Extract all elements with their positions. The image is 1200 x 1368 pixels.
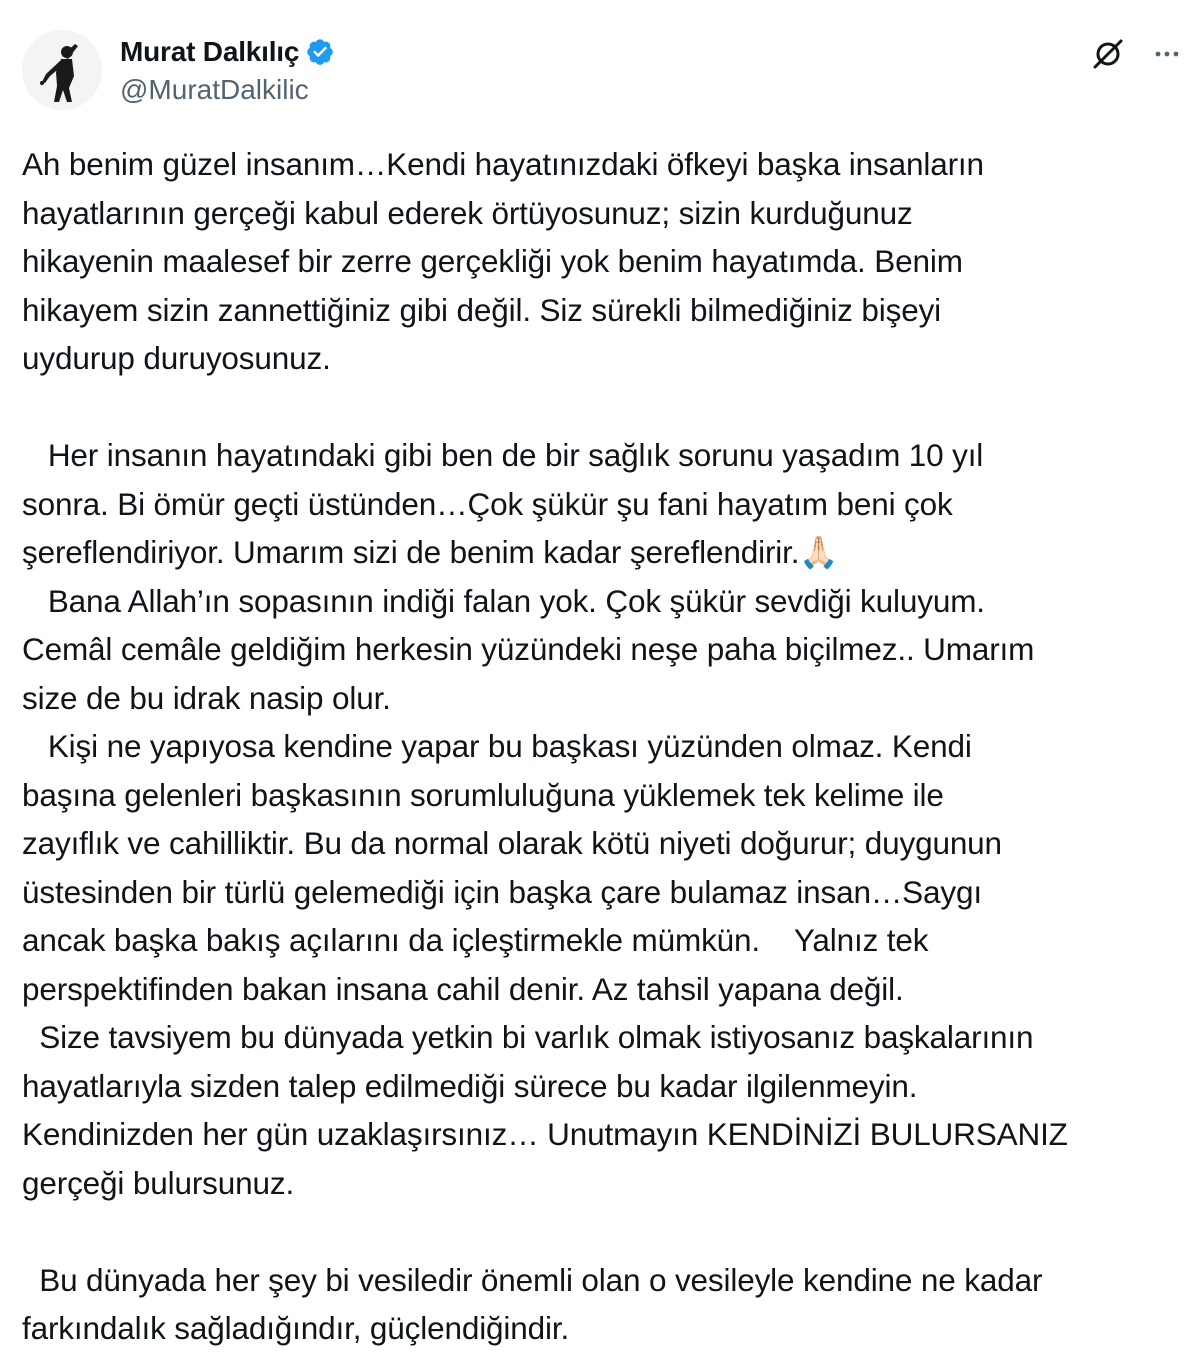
tweet-text (22, 140, 1182, 1353)
avatar-image (22, 30, 102, 110)
tweet-line: zayıflık ve cahilliktir. Bu da normal olarak kötü niyeti doğurur; duygunun (22, 825, 1002, 861)
tweet-line: sonra. Bi ömür geçti üstünden…Çok şükür şu fani hayatım beni çok (22, 485, 953, 522)
user-handle[interactable]: @MuratDalkilic (120, 74, 309, 105)
tweet-line: Cemâl cemâle geldiğim herkesin yüzündeki neşe paha biçilmez.. Umarım (22, 631, 1035, 667)
tweet-line: Ah benim güzel insanım…Kendi hayatınızdaki öfkeyi başka insanların (22, 146, 984, 182)
tweet-line: hikayenin maalesef bir zerre gerçekliği yok benim hayatımda. Benim (22, 243, 963, 279)
tweet-line: başına gelenleri başkasının sorumluluğuna yüklemek tek kelime ile (22, 776, 944, 813)
tweet-line: farkındalık sağladığındır, güçlendiğindir. (22, 1310, 570, 1346)
tweet-line: hikayem sizin zannettiğiniz gibi değil. Siz sürekli bilmediğiniz bişeyi (22, 291, 942, 328)
tweet-line: gerçeği bulursunuz. (22, 1164, 295, 1201)
name-row (120, 34, 335, 70)
tweet-line: size de bu idrak nasip olur. (22, 679, 391, 716)
tweet-line: şereflendiriyor. Umarım sizi de benim kadar şereflendirir.🙏🏻 (22, 534, 839, 570)
tweet-line-blank (22, 383, 1182, 432)
tweet-line: üstesinden bir türlü gelemediği için başka çare bulamaz insan…Saygı (22, 873, 982, 910)
tweet-line: Bu dünyada her şey bi vesiledir önemli olan o vesileyle kendine ne kadar (22, 1261, 1043, 1298)
display-name[interactable]: Murat Dalkılıç (120, 36, 300, 67)
tweet-line: Her insanın hayatındaki gibi ben de bir sağlık sorunu yaşadım 10 yıl (22, 437, 984, 473)
tweet-line: Kişi ne yapıyosa kendine yapar bu başkası yüzünden olmaz. Kendi (22, 728, 972, 764)
tweet-line: hayatlarıyla sizden talep edilmediği sürece bu kadar ilgilenmeyin. (22, 1067, 918, 1104)
grok-icon[interactable] (1090, 36, 1126, 72)
tweet-line: ancak başka bakış açılarını da içleştirmekle mümkün. Yalnız tek (22, 922, 929, 958)
avatar[interactable] (22, 30, 102, 110)
tweet-line-blank (22, 1207, 1182, 1256)
tweet-actions (1090, 36, 1182, 72)
tweet-header (22, 30, 1182, 114)
tweet-line: Bana Allah’ın sopasının indiği falan yok. Çok şükür sevdiği kuluyum. (22, 582, 985, 619)
tweet-line: hayatlarının gerçeği kabul ederek örtüyosunuz; sizin kurduğunuz (22, 194, 913, 231)
tweet-line: uydurup duruyosunuz. (22, 340, 331, 376)
more-icon[interactable] (1152, 39, 1182, 69)
tweet-line: Size tavsiyem bu dünyada yetkin bi varlık olmak istiyosanız başkalarının (22, 1019, 1034, 1055)
verified-badge-icon (305, 37, 335, 67)
tweet-line: perspektifinden bakan insana cahil denir. Az tahsil yapana değil. (22, 970, 904, 1007)
tweet-line: Kendinizden her gün uzaklaşırsınız… Unutmayın KENDİNİZİ BULURSANIZ (22, 1116, 1068, 1152)
